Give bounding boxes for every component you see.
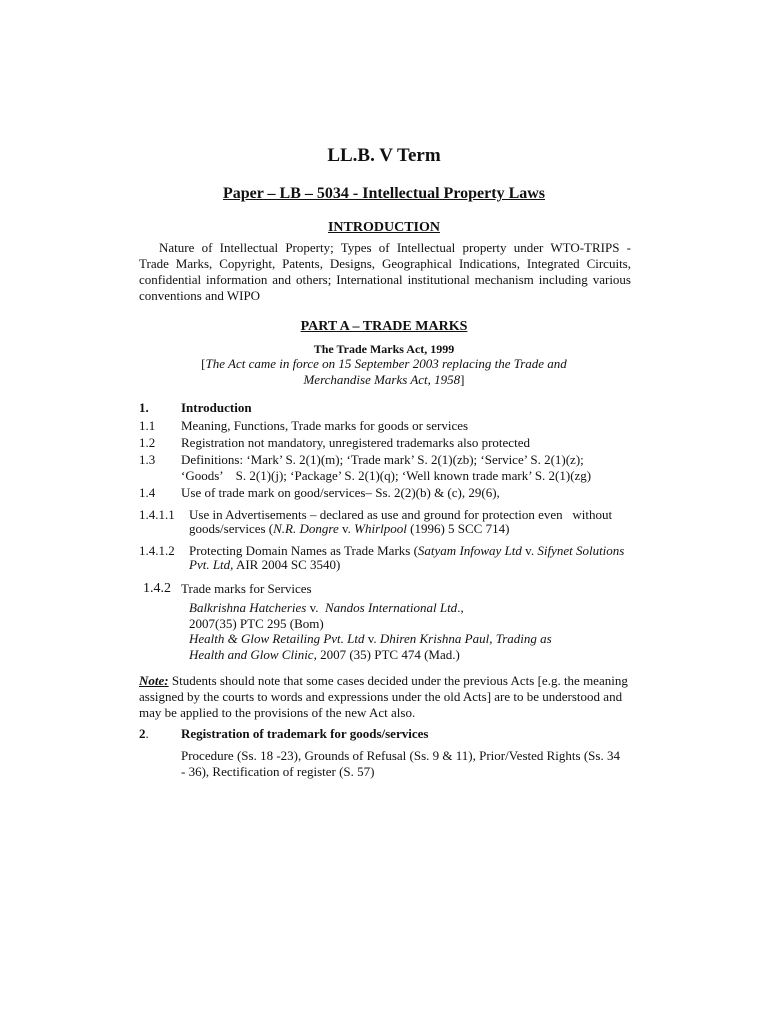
- paper-title: Paper – LB – 5034 - Intellectual Property Laws: [222, 185, 546, 202]
- case-party: Balkrishna Hatcheries: [189, 600, 307, 615]
- note-line-3: may be applied to the provisions of the new Act also.: [139, 705, 416, 720]
- item-1-4-1-1-number: 1.4.1.1: [139, 507, 175, 522]
- bracket-open: [: [201, 356, 206, 371]
- dot: .: [145, 726, 149, 741]
- punct: .,: [457, 600, 464, 615]
- item-1-1-number: 1.1: [139, 418, 156, 433]
- part-a-heading: PART A – TRADE MARKS: [300, 319, 468, 334]
- citation: (1996) 5 SCC 714): [406, 521, 510, 536]
- case-party: Whirlpool: [354, 521, 407, 536]
- case-1-citation: 2007(35) PTC 295 (Bom): [189, 616, 324, 631]
- act-note-text-1: The Act came in force on 15 September 2003 replacing the Trade and: [205, 356, 567, 371]
- item-1-4-1-1-line-2: [189, 521, 509, 537]
- versus: v.: [521, 543, 538, 558]
- intro-line-2: Trade Marks, Copyright, Patents, Designs, Geographical Indications, Integrated Circuits,: [139, 256, 631, 271]
- versus: v.: [338, 521, 355, 536]
- case-1-parties: [189, 600, 464, 616]
- intro-line-3: confidential information and others; International institutional mechanism including various: [139, 272, 631, 287]
- item-1-4-1-1-line-1: Use in Advertisements – declared as use and ground for protection even without: [189, 507, 613, 522]
- section-2-title: Registration of trademark for goods/services: [181, 726, 429, 741]
- case-party: Dhiren Krishna Paul, Trading as: [379, 631, 552, 646]
- act-note-line-2: [0, 372, 768, 388]
- item-1-4-text: Use of trade mark on good/services– Ss. 2(2)(b) & (c), 29(6),: [181, 485, 500, 500]
- item-1-2-number: 1.2: [139, 435, 156, 450]
- introduction-heading: INTRODUCTION: [327, 220, 440, 235]
- item-1-1-text: Meaning, Functions, Trade marks for goods or services: [181, 418, 469, 433]
- item-1-2-text: Registration not mandatory, unregistered trademarks also protected: [181, 435, 530, 450]
- text: goods/services (: [189, 521, 274, 536]
- item-1-3-number: 1.3: [139, 452, 156, 467]
- text: Protecting Domain Names as Trade Marks (: [189, 543, 418, 558]
- note-paragraph: [139, 673, 631, 721]
- item-1-3-text-line-2: ‘Goods’ S. 2(1)(j); ‘Package’ S. 2(1)(q); ‘Well known trade mark’ S. 2(1)(zg): [181, 468, 592, 483]
- section-2-line-1: Procedure (Ss. 18 -23), Grounds of Refusal (Ss. 9 & 11), Prior/Vested Rights (Ss. 34: [181, 748, 620, 763]
- item-1-4-2-title: Trade marks for Services: [181, 581, 312, 596]
- act-note-line-1: [0, 356, 768, 372]
- case-party: N.R. Dongre: [273, 521, 339, 536]
- citation: AIR 2004 SC 3540): [233, 557, 341, 572]
- section-1-title: Introduction: [181, 400, 252, 415]
- introduction-paragraph: [139, 240, 631, 304]
- case-2-citation: [189, 647, 460, 663]
- section-1-number: 1.: [139, 400, 149, 415]
- section-2-line-2: - 36), Rectification of register (S. 57): [181, 764, 375, 779]
- act-note-text-2: Merchandise Marks Act, 1958: [303, 372, 461, 387]
- case-party: Nandos International Ltd: [325, 600, 458, 615]
- bracket-close: ]: [460, 372, 465, 387]
- case-party: Satyam Infoway Ltd: [417, 543, 522, 558]
- act-title: The Trade Marks Act, 1999: [313, 342, 455, 356]
- item-1-4-2-number: 1.4.2: [143, 581, 171, 596]
- note-text: Students should note that some cases decided under the previous Acts [e.g. the meaning: [168, 673, 628, 688]
- note-line-2: assigned by the courts to words and expressions under the old Acts] are to be understood and: [139, 689, 623, 704]
- case-party: Health & Glow Retailing Pvt. Ltd: [189, 631, 365, 646]
- case-party: Pvt. Ltd,: [189, 557, 234, 572]
- case-party: Health and Glow Clinic,: [189, 647, 317, 662]
- section-2-number: [139, 726, 149, 742]
- case-2-parties: [189, 631, 552, 647]
- intro-line-4: conventions and WIPO: [139, 288, 261, 303]
- course-title: LL.B. V Term: [327, 145, 441, 166]
- case-party: Sifynet Solutions: [537, 543, 625, 558]
- item-1-4-number: 1.4: [139, 485, 156, 500]
- versus: v.: [364, 631, 380, 646]
- item-1-3-text: Definitions: ‘Mark’ S. 2(1)(m); ‘Trade mark’ S. 2(1)(zb); ‘Service’ S. 2(1)(z);: [181, 452, 584, 467]
- note-label: Note:: [139, 673, 169, 688]
- citation: 2007 (35) PTC 474 (Mad.): [316, 647, 460, 662]
- note-line-1: [139, 673, 631, 689]
- intro-line-1: Nature of Intellectual Property; Types of Intellectual property under WTO-TRIPS -: [159, 240, 631, 255]
- item-1-4-1-2-number: 1.4.1.2: [139, 543, 175, 558]
- num: 2: [139, 726, 146, 741]
- versus: v.: [306, 600, 325, 615]
- item-1-4-1-2-line-2: [189, 557, 340, 573]
